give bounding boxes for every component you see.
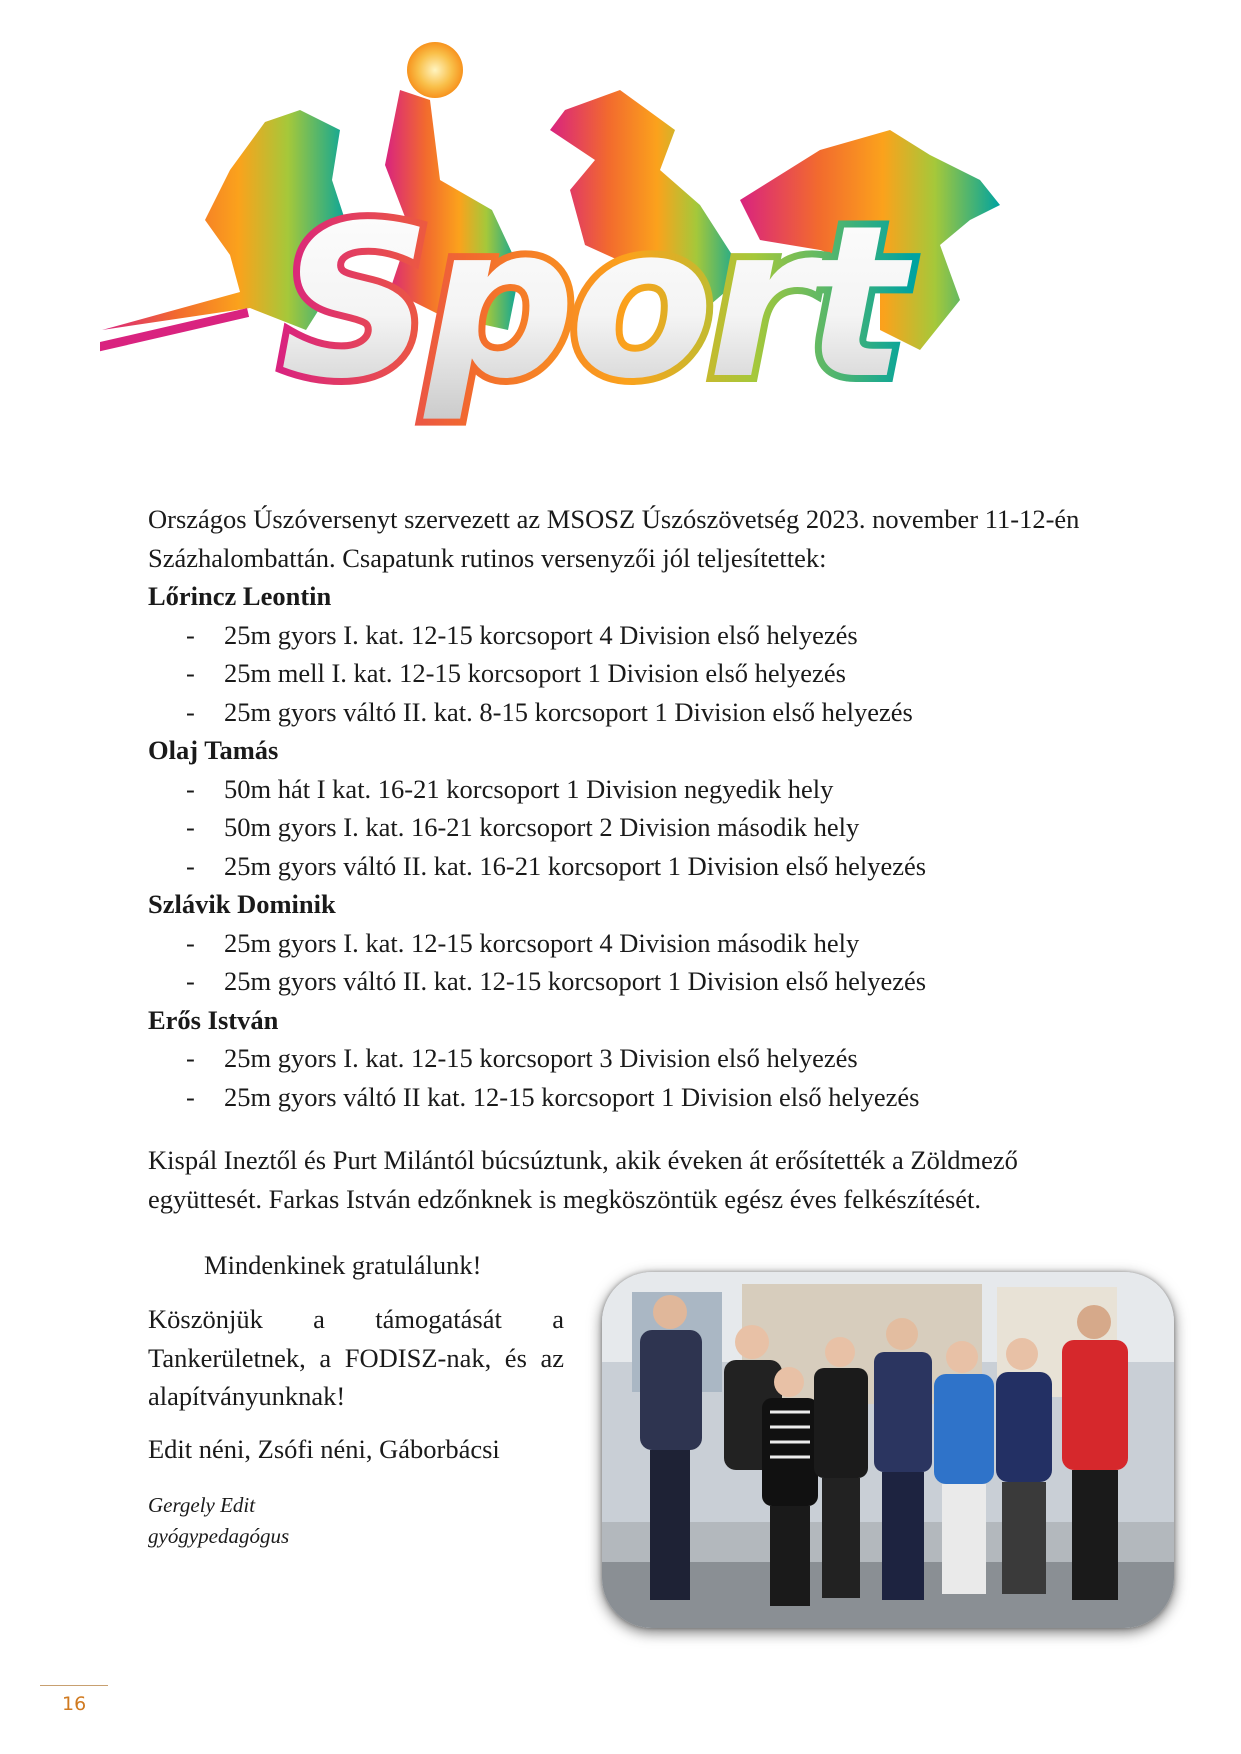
result-item <box>148 770 1103 809</box>
result-text: 50m gyors I. kat. 16-21 korcsoport 2 Division második hely <box>224 812 860 842</box>
bullet-dash: - <box>186 1081 195 1112</box>
result-text: 25m mell I. kat. 12-15 korcsoport 1 Division első helyezés <box>224 658 846 688</box>
team-photo <box>602 1272 1174 1628</box>
result-text: 50m hát I kat. 16-21 korcsoport 1 Division negyedik hely <box>224 773 834 804</box>
athlete-name: Lőrincz Leontin <box>148 581 332 611</box>
bullet-dash: - <box>186 773 195 804</box>
athlete-name: Olaj Tamás <box>148 735 279 765</box>
farewell-paragraph: Kispál Ineztől és Purt Milántól búcsúztunk, akik éveken át erősítették a Zöldmező együttesét. Farkas István edzőnknek is megköszöntük egész éves felkészítését. <box>148 1145 1018 1214</box>
result-item <box>148 1078 1103 1117</box>
bullet-dash: - <box>186 812 195 842</box>
signature-title: gyógypedagógus <box>148 1524 290 1548</box>
result-text: 25m gyors váltó II. kat. 8-15 korcsoport 1 Division első helyezés <box>224 696 913 727</box>
bullet-dash: - <box>186 658 195 688</box>
signature-name: Gergely Edit <box>148 1493 256 1517</box>
bullet-dash: - <box>186 1043 195 1073</box>
result-item <box>148 808 1103 847</box>
athlete-name: Szlávik Dominik <box>148 889 336 919</box>
bullet-dash: - <box>186 850 195 881</box>
signature <box>148 1490 289 1552</box>
team-photo-icon <box>602 1272 1174 1628</box>
result-list <box>148 770 1103 886</box>
bullet-dash: - <box>186 696 195 727</box>
congratulations-text: Mindenkinek gratulálunk! <box>204 1250 482 1280</box>
athlete-results <box>148 577 1103 1116</box>
page-number-rule <box>40 1685 108 1686</box>
sport-silhouettes-icon <box>100 30 1120 460</box>
bullet-dash: - <box>186 966 195 996</box>
result-text: 25m gyors I. kat. 12-15 korcsoport 4 Division első helyezés <box>224 619 858 650</box>
result-text: 25m gyors I. kat. 12-15 korcsoport 4 Division második hely <box>224 927 860 958</box>
result-list <box>148 616 1103 732</box>
result-item <box>148 693 1103 732</box>
result-text: 25m gyors váltó II kat. 12-15 korcsoport 1 Division első helyezés <box>224 1081 920 1112</box>
bullet-dash: - <box>186 619 195 650</box>
result-item <box>148 654 1103 693</box>
logo-word: Sport <box>280 180 900 425</box>
page-number: 16 <box>62 1693 87 1715</box>
athlete-name: Erős István <box>148 1004 279 1035</box>
intro-paragraph: Országos Úszóversenyt szervezett az MSOSZ Úszószövetség 2023. november 11-12-én Százhalombattán. Csapatunk rutinos versenyzői jól teljesítettek: <box>148 504 1080 573</box>
result-text: 25m gyors váltó II. kat. 16-21 korcsoport 1 Division első helyezés <box>224 850 927 881</box>
result-text: 25m gyors I. kat. 12-15 korcsoport 3 Division első helyezés <box>224 1043 858 1073</box>
greeting-text: Edit néni, Zsófi néni, Gáborbácsi <box>148 1434 500 1464</box>
article-body <box>148 500 1103 1218</box>
result-text: 25m gyors váltó II. kat. 12-15 korcsoport 1 Division első helyezés <box>224 966 927 996</box>
result-list <box>148 924 1103 1001</box>
result-item <box>148 962 1103 1001</box>
result-item <box>148 924 1103 963</box>
result-list <box>148 1039 1103 1116</box>
thanks-text: Köszönjük a támogatását a Tankerületnek, a FODISZ-nak, és az alapítványunknak! <box>148 1304 564 1411</box>
result-item <box>148 847 1103 886</box>
bullet-dash: - <box>186 927 195 958</box>
result-item <box>148 616 1103 655</box>
result-item <box>148 1039 1103 1078</box>
sport-logo <box>100 30 1120 460</box>
